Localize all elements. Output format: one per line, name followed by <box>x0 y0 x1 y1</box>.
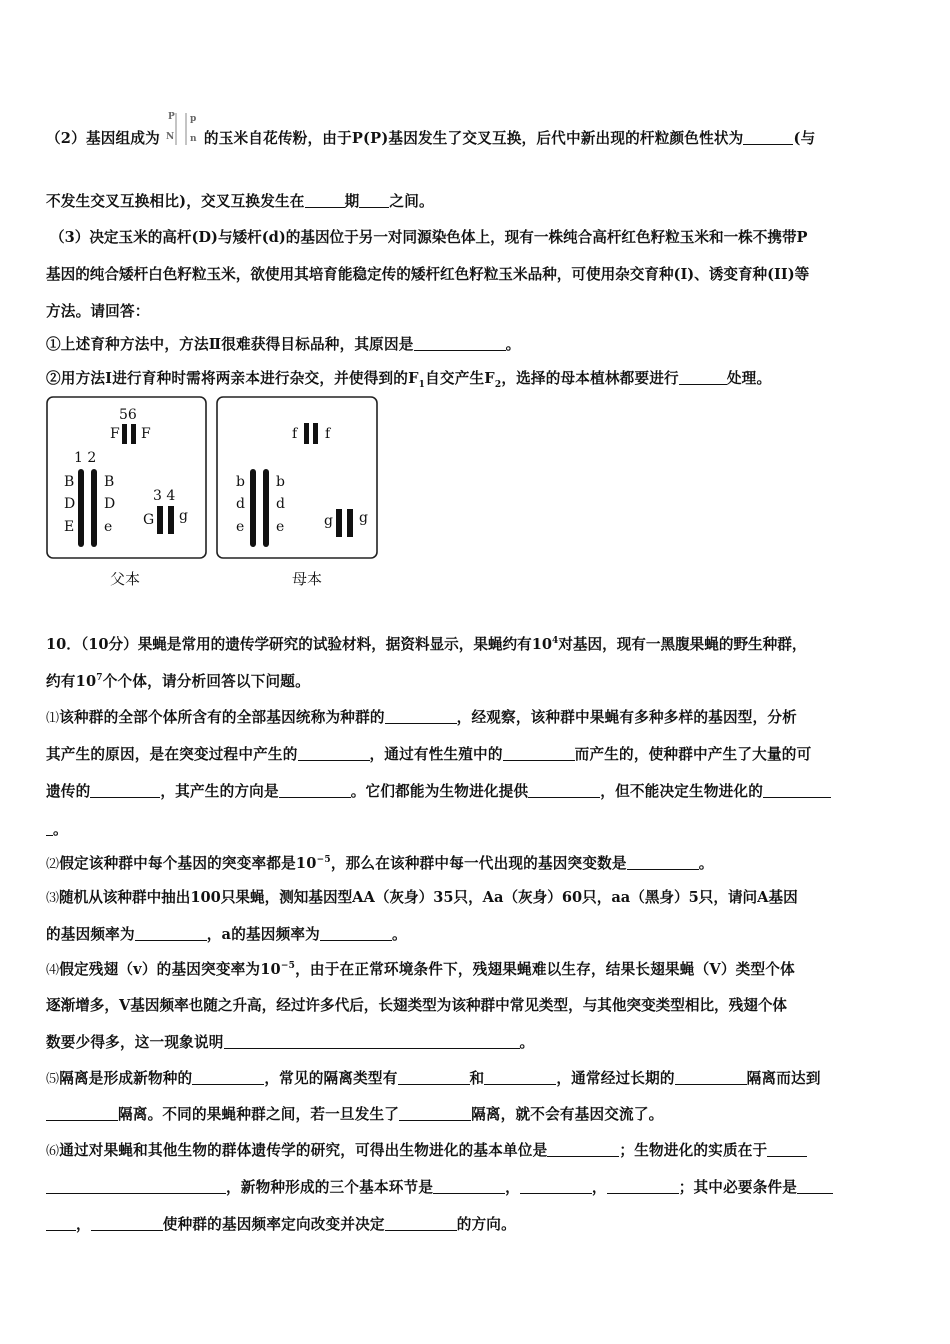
q10-sub4-text-d: 。 <box>519 1034 535 1051</box>
father-top-numbers: 56 <box>119 407 137 423</box>
exponent-4: 4 <box>552 636 559 647</box>
q10-sub2 <box>46 852 714 873</box>
mother-chromosome-top-b <box>313 423 318 444</box>
answer-blank[interactable] <box>305 192 345 208</box>
q9-part2-text-a: 不发生交叉互换相比)，交叉互换发生在 <box>46 193 305 210</box>
answer-blank[interactable] <box>679 369 727 385</box>
q9-part3-line1: （3）决定玉米的高杆(D)与矮杆(d)的基因位于另一对同源染色体上，现有一株纯合高杆红色籽粒玉米和一株不携带P <box>50 229 808 246</box>
q10-sub1-text-d: ，通过有性生殖中的 <box>369 746 503 763</box>
q9-question-b-text: ②用方法I进行育种时需将两亲本进行杂交，并使得到的F <box>46 370 419 387</box>
answer-blank[interactable] <box>797 1178 833 1194</box>
q10-sub6-text-g: ， <box>76 1216 91 1233</box>
q10-sub1-text-c: 其产生的原因，是在突变过程中产生的 <box>46 746 298 763</box>
q10-sub1-text-h: 。它们都能为生物进化提供 <box>350 783 529 800</box>
q10-sub5-text-e: 隔离而达到 <box>746 1070 821 1087</box>
answer-blank[interactable] <box>46 820 53 836</box>
q10-sub1-text-g: ，其产生的方向是 <box>160 783 279 800</box>
q9-question-a <box>46 333 520 354</box>
q10-sub1-text-j: 。 <box>53 821 68 838</box>
mother-top-left-gene: f <box>292 426 298 442</box>
q10-head2-text-a: 约有10 <box>46 673 97 690</box>
answer-blank[interactable] <box>385 1215 457 1231</box>
q9-part2-prefix: （2）基因组成为 <box>46 130 160 147</box>
q9-part3-line2: 基因的纯合矮杆白色籽粒玉米，欲使用其培育能稳定传的矮杆红色籽粒玉米品种，可使用杂交育种(I)、诱变育种(II)等 <box>46 266 810 283</box>
sub-number-4: ⑷ <box>46 963 60 978</box>
chromosome-2 <box>91 469 97 547</box>
father-short-right-gene: g <box>179 508 188 524</box>
mother-chromosome-long-b <box>263 469 269 547</box>
q10-head-text-a: 10．（10分）果蝇是常用的遗传学研究的试验材料，据资料显示，果蝇约有10 <box>46 636 553 653</box>
q10-sub3-text-c: ，a的基因频率为 <box>206 926 320 943</box>
father-caption: 父本 <box>110 570 141 588</box>
answer-blank[interactable] <box>484 1069 556 1085</box>
sub-number-2: ⑵ <box>46 857 60 872</box>
q10-sub6-line2 <box>46 1176 833 1197</box>
q10-sub2-text-c: 。 <box>698 855 714 872</box>
q10-head-line1 <box>46 633 806 654</box>
sub-number-3: ⑶ <box>46 891 60 906</box>
chromosome-4 <box>168 506 174 534</box>
q10-sub5-line1 <box>46 1067 821 1088</box>
mother-chromosome-long-a <box>250 469 256 547</box>
mother-long-right-gene-1: b <box>276 474 285 490</box>
answer-blank[interactable] <box>433 1178 505 1194</box>
q10-sub6-line1 <box>46 1139 807 1160</box>
answer-blank[interactable] <box>767 1141 807 1157</box>
answer-blank[interactable] <box>743 129 793 145</box>
father-long-left-gene-1: B <box>64 474 75 490</box>
q9-question-b-mid: 自交产生F <box>425 370 495 387</box>
mother-long-left-gene-1: b <box>236 474 245 490</box>
answer-blank[interactable] <box>359 192 389 208</box>
q10-sub3-text-b: 的基因频率为 <box>46 926 135 943</box>
q9-part2-line1 <box>46 112 816 149</box>
father-long-left-gene-3: E <box>64 519 75 535</box>
mother-chromosome-short-a <box>336 509 342 537</box>
answer-blank[interactable] <box>279 782 351 798</box>
q10-sub3-line2 <box>46 923 407 944</box>
answer-blank[interactable] <box>547 1141 619 1157</box>
f1-subscript: 1 <box>418 379 426 390</box>
answer-blank[interactable] <box>520 1178 592 1194</box>
q9-part2-text-c: 之间。 <box>389 193 434 210</box>
q9-question-a-end: 。 <box>505 336 521 353</box>
q10-sub5-text-d: ，通常经过长期的 <box>556 1070 675 1087</box>
mother-chromosome-short-b <box>347 509 353 537</box>
q10-sub1-line2 <box>46 743 811 764</box>
mother-top-right-gene: f <box>325 426 331 442</box>
q10-sub6-line3 <box>46 1213 516 1234</box>
answer-blank[interactable] <box>503 745 575 761</box>
mother-caption: 母本 <box>292 570 323 588</box>
exponent-minus-5: −5 <box>316 855 331 866</box>
mother-long-left-gene-2: d <box>236 496 245 512</box>
mother-short-right-gene: g <box>359 510 368 526</box>
father-top-left-gene: F <box>110 426 120 442</box>
q10-sub2-text-b: ，那么在该种群中每一代出现的基因突变数是 <box>330 855 627 872</box>
q9-question-a-text: ①上述育种方法中，方法Ⅱ很难获得目标品种，其原因是 <box>46 336 414 353</box>
chromosome-pair-inline-figure <box>162 109 202 149</box>
father-long-right-gene-2: D <box>104 496 116 512</box>
sub-number-5: ⑸ <box>46 1072 60 1087</box>
q10-sub1-text-b: ，经观察，该种群中果蝇有多种多样的基因型，分析 <box>456 709 797 726</box>
answer-blank[interactable] <box>135 925 207 941</box>
q10-sub4-text-b: ，由于在正常环境条件下，残翅果蝇难以生存，结果长翅果蝇（V）类型个体 <box>295 961 795 978</box>
sub-number-1: ⑴ <box>46 711 60 726</box>
q10-sub6-text-b: ；生物进化的实质在于 <box>619 1142 768 1159</box>
father-short-numbers: 3 4 <box>153 488 176 504</box>
father-top-right-gene: F <box>141 426 151 442</box>
q10-sub1-line4 <box>46 818 68 839</box>
chromosome-3 <box>157 506 163 534</box>
mother-long-right-gene-2: d <box>276 496 285 512</box>
answer-blank[interactable] <box>298 745 370 761</box>
q10-sub3-text-d: 。 <box>391 926 407 943</box>
q10-sub1-text-e: 而产生的，使种群中产生了大量的可 <box>574 746 812 763</box>
answer-blank[interactable] <box>627 854 699 870</box>
q10-sub6-text-h: 使种群的基因频率定向改变并决定 <box>162 1216 385 1233</box>
q10-sub4-line2: 逐渐增多，V基因频率也随之升高，经过许多代后，长翅类型为该种群中常见类型，与其他突变类型相比，残翅个体 <box>46 997 788 1014</box>
q10-sub6-text-d: ， <box>505 1179 520 1196</box>
father-short-left-gene: G <box>143 512 155 528</box>
q9-question-b-rest: ，选择的母本植林都要进行 <box>501 370 679 387</box>
q10-sub1-line1 <box>46 706 797 727</box>
exponent-minus-5: −5 <box>280 961 296 972</box>
answer-blank[interactable] <box>528 782 600 798</box>
q10-sub5-text-b: ，常见的隔离类型有 <box>264 1070 398 1087</box>
q10-head-line2 <box>46 670 310 691</box>
q9-question-b-end: 处理。 <box>726 370 772 387</box>
q9-part2-end: (与 <box>793 130 816 147</box>
father-long-right-gene-1: B <box>104 474 115 490</box>
q10-sub6-text-i: 的方向。 <box>456 1216 516 1233</box>
answer-blank[interactable] <box>399 1105 471 1121</box>
q10-sub6-text-f: ；其中必要条件是 <box>678 1179 798 1196</box>
q10-sub2-text-a: 假定该种群中每个基因的突变率都是10 <box>59 855 317 872</box>
q10-sub3-text-a: 随机从该种群中抽出100只果蝇，测知基因型AA（灰身）35只，Aa（灰身）60只，aa（黑身）5只，请问A基因 <box>59 889 798 906</box>
q10-sub3-line1 <box>46 886 798 907</box>
exponent-7: 7 <box>96 673 103 684</box>
q10-sub6-text-a: 通过对果蝇和其他生物的群体遗传学的研究，可得出生物进化的基本单位是 <box>59 1142 548 1159</box>
father-long-numbers: 1 2 <box>74 450 97 466</box>
q9-question-b <box>46 367 771 390</box>
q10-sub5-text-c: 和 <box>469 1070 485 1087</box>
chromosome-6 <box>131 424 136 444</box>
sub-number-6: ⑹ <box>46 1144 60 1159</box>
answer-blank[interactable] <box>46 1215 76 1231</box>
answer-blank[interactable] <box>398 1069 470 1085</box>
answer-blank[interactable] <box>192 1069 264 1085</box>
answer-blank[interactable] <box>46 1105 118 1121</box>
q10-sub4-text-c: 数要少得多，这一现象说明 <box>46 1034 224 1051</box>
q10-sub1-text-i: ，但不能决定生物进化的 <box>600 783 764 800</box>
q10-sub6-text-e: ， <box>591 1179 607 1196</box>
q10-sub5-line2 <box>46 1103 663 1124</box>
q10-sub4-text-a: 假定残翅（v）的基因突变率为10 <box>59 961 281 978</box>
q9-part2-text-b: 期 <box>344 193 360 210</box>
inline-fig-p-label: P <box>167 112 175 122</box>
chromosome-1 <box>78 469 84 547</box>
q10-sub1-text-f: 遗传的 <box>46 783 91 800</box>
answer-blank[interactable] <box>607 1178 679 1194</box>
q10-sub4-line3 <box>46 1031 534 1052</box>
father-long-right-gene-3: e <box>104 519 113 535</box>
mother-short-left-gene: g <box>324 513 333 529</box>
f2-subscript: 2 <box>494 379 502 390</box>
q10-head2-text-b: 个个体，请分析回答以下问题。 <box>102 673 310 690</box>
answer-blank[interactable] <box>385 708 457 724</box>
inline-fig-p-small-label: p <box>189 114 197 124</box>
chromosome-figure <box>46 396 380 596</box>
mother-chromosome-top-a <box>304 423 309 444</box>
father-long-left-gene-2: D <box>64 496 76 512</box>
mother-long-right-gene-3: e <box>276 519 285 535</box>
q10-head-text-b: 对基因，现有一黑腹果蝇的野生种群， <box>558 636 807 653</box>
q10-sub1-line3 <box>46 780 831 801</box>
q10-sub5-text-a: 隔离是形成新物种的 <box>59 1070 193 1087</box>
q10-sub5-text-g: 隔离，就不会有基因交流了。 <box>471 1106 664 1123</box>
q9-part2-line2 <box>46 190 434 211</box>
answer-blank[interactable] <box>90 782 160 798</box>
chromosome-5 <box>122 424 127 444</box>
q10-sub1-text-a: 该种群的全部个体所含有的全部基因统称为种群的 <box>59 709 385 726</box>
answer-blank[interactable] <box>320 925 392 941</box>
answer-blank[interactable] <box>763 782 831 798</box>
answer-blank[interactable] <box>46 1178 226 1194</box>
q10-sub5-text-f: 隔离。不同的果蝇种群之间，若一旦发生了 <box>118 1106 400 1123</box>
answer-blank[interactable] <box>91 1215 163 1231</box>
q9-part3-line3: 方法。请回答： <box>46 303 150 320</box>
answer-blank[interactable] <box>224 1033 520 1049</box>
q9-part2-middle: 的玉米自花传粉，由于P(P)基因发生了交叉互换，后代中新出现的杆粒颜色性状为 <box>203 130 744 147</box>
q10-sub4-line1 <box>46 958 795 979</box>
inline-fig-n-label: N <box>165 132 175 142</box>
answer-blank[interactable] <box>414 335 506 351</box>
q10-sub6-text-c: ，新物种形成的三个基本环节是 <box>226 1179 434 1196</box>
answer-blank[interactable] <box>675 1069 747 1085</box>
inline-fig-n-small-label: n <box>189 134 197 144</box>
mother-long-left-gene-3: e <box>236 519 245 535</box>
